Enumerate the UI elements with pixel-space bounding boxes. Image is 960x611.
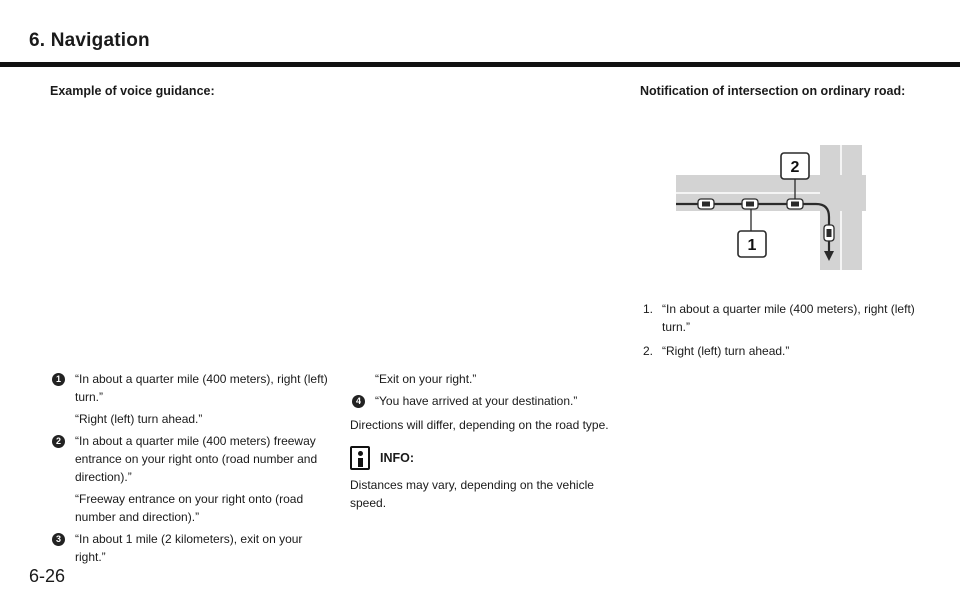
info-heading bbox=[350, 446, 630, 470]
guidance-text: “In about 1 mile (2 kilometers), exit on your right.” bbox=[75, 532, 303, 564]
car-icon bbox=[824, 225, 834, 241]
intersection-heading: Notification of intersection on ordinary road: bbox=[640, 84, 906, 98]
road-type-note: Directions will differ, depending on the road type. bbox=[350, 418, 609, 432]
guidance-item-1 bbox=[50, 370, 330, 406]
intersection-diagram bbox=[676, 145, 866, 270]
page-number: 6-26 bbox=[29, 566, 66, 586]
guidance-item-3 bbox=[50, 530, 330, 566]
list-text: “In about a quarter mile (400 meters), right (left) turn.” bbox=[662, 302, 915, 334]
guidance-text: “In about a quarter mile (400 meters), right (left) turn.” bbox=[75, 372, 328, 404]
left-column bbox=[50, 370, 330, 570]
guidance-subtext: “Freeway entrance on your right onto (road number and direction).” bbox=[75, 492, 304, 524]
info-text: Distances may vary, depending on the vehicle speed. bbox=[350, 478, 594, 510]
list-item-2 bbox=[640, 342, 925, 360]
middle-column bbox=[350, 370, 630, 512]
step-number-badge: 1 bbox=[52, 373, 65, 386]
step-number-badge: 4 bbox=[352, 395, 365, 408]
guidance-text: “In about a quarter mile (400 meters) freeway entrance on your right onto (road number and direction).” bbox=[75, 434, 318, 484]
list-item-1 bbox=[640, 300, 925, 336]
car-icon bbox=[698, 199, 714, 209]
header-rule bbox=[0, 62, 960, 67]
guidance-item-2 bbox=[50, 432, 330, 486]
info-icon bbox=[350, 446, 370, 470]
right-list bbox=[640, 300, 925, 366]
guidance-subtext: “Exit on your right.” bbox=[375, 372, 477, 386]
guidance-item-4 bbox=[350, 392, 630, 410]
callout-label-2: 2 bbox=[790, 159, 800, 176]
callout-label-1: 1 bbox=[747, 237, 757, 254]
guidance-text: “You have arrived at your destination.” bbox=[375, 394, 578, 408]
car-icon bbox=[742, 199, 758, 209]
list-number: 2. bbox=[643, 344, 654, 358]
info-label: INFO: bbox=[380, 451, 415, 465]
guidance-subtext: “Right (left) turn ahead.” bbox=[75, 412, 203, 426]
step-number-badge: 3 bbox=[52, 533, 65, 546]
voice-guidance-heading: Example of voice guidance: bbox=[50, 84, 215, 98]
list-number: 1. bbox=[643, 302, 654, 316]
page-title: 6. Navigation bbox=[29, 30, 150, 51]
car-icon bbox=[787, 199, 803, 209]
list-text: “Right (left) turn ahead.” bbox=[662, 344, 790, 358]
step-number-badge: 2 bbox=[52, 435, 65, 448]
